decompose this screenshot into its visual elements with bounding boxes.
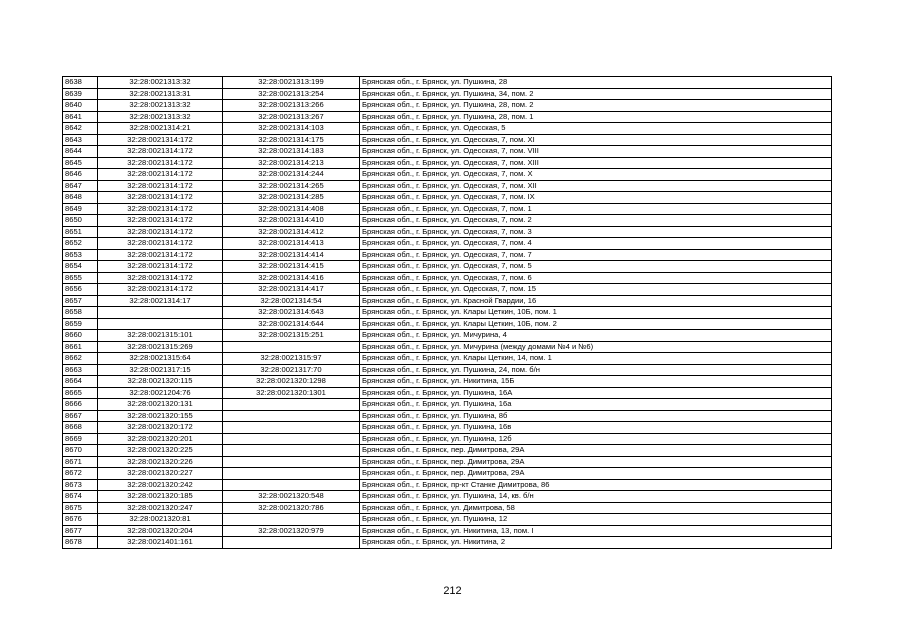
object-number-cell: 32:28:0021314:285 bbox=[223, 192, 360, 204]
address-cell: Брянская обл., г. Брянск, ул. Пушкина, 14, кв. б/н bbox=[360, 491, 832, 503]
table-row bbox=[63, 284, 832, 296]
row-number-cell: 8642 bbox=[63, 123, 98, 135]
address-cell: Брянская обл., г. Брянск, ул. Одесская, 7, пом. 1 bbox=[360, 203, 832, 215]
address-cell: Брянская обл., г. Брянск, ул. Одесская, 7, пом. XII bbox=[360, 180, 832, 192]
table-row bbox=[63, 88, 832, 100]
quarter-number-cell: 32:28:0021315:101 bbox=[98, 330, 223, 342]
table-row bbox=[63, 169, 832, 181]
row-number-cell: 8647 bbox=[63, 180, 98, 192]
object-number-cell: 32:28:0021315:97 bbox=[223, 353, 360, 365]
row-number-cell: 8657 bbox=[63, 295, 98, 307]
table-row bbox=[63, 307, 832, 319]
table-row bbox=[63, 491, 832, 503]
address-cell: Брянская обл., г. Брянск, ул. Пушкина, 28, пом. 2 bbox=[360, 100, 832, 112]
table-row bbox=[63, 318, 832, 330]
address-cell: Брянская обл., г. Брянск, ул. Красной Гвардии, 16 bbox=[360, 295, 832, 307]
table-row bbox=[63, 261, 832, 273]
object-number-cell: 32:28:0021314:175 bbox=[223, 134, 360, 146]
table-row bbox=[63, 249, 832, 261]
object-number-cell: 32:28:0021314:412 bbox=[223, 226, 360, 238]
address-cell: Брянская обл., г. Брянск, ул. Пушкина, 8б bbox=[360, 410, 832, 422]
address-cell: Брянская обл., г. Брянск, ул. Одесская, 7, пом. 5 bbox=[360, 261, 832, 273]
object-number-cell bbox=[223, 537, 360, 549]
table-row bbox=[63, 215, 832, 227]
quarter-number-cell: 32:28:0021320:227 bbox=[98, 468, 223, 480]
row-number-cell: 8643 bbox=[63, 134, 98, 146]
row-number-cell: 8640 bbox=[63, 100, 98, 112]
address-cell: Брянская обл., г. Брянск, ул. Пушкина, 28, пом. 1 bbox=[360, 111, 832, 123]
table-row bbox=[63, 353, 832, 365]
address-cell: Брянская обл., г. Брянск, ул. Пушкина, 12б bbox=[360, 433, 832, 445]
row-number-cell: 8662 bbox=[63, 353, 98, 365]
quarter-number-cell: 32:28:0021315:64 bbox=[98, 353, 223, 365]
address-cell: Брянская обл., г. Брянск, ул. Клары Цеткин, 10Б, пом. 2 bbox=[360, 318, 832, 330]
row-number-cell: 8644 bbox=[63, 146, 98, 158]
quarter-number-cell: 32:28:0021314:172 bbox=[98, 261, 223, 273]
row-number-cell: 8669 bbox=[63, 433, 98, 445]
address-cell: Брянская обл., г. Брянск, ул. Клары Цеткин, 14, пом. 1 bbox=[360, 353, 832, 365]
address-cell: Брянская обл., г. Брянск, ул. Одесская, 7, пом. 3 bbox=[360, 226, 832, 238]
quarter-number-cell: 32:28:0021314:172 bbox=[98, 169, 223, 181]
table-row bbox=[63, 134, 832, 146]
row-number-cell: 8638 bbox=[63, 77, 98, 89]
address-cell: Брянская обл., г. Брянск, ул. Одесская, 7, пом. 7 bbox=[360, 249, 832, 261]
address-cell: Брянская обл., г. Брянск, ул. Одесская, 7, пом. XIII bbox=[360, 157, 832, 169]
row-number-cell: 8651 bbox=[63, 226, 98, 238]
quarter-number-cell: 32:28:0021314:172 bbox=[98, 238, 223, 250]
table-body bbox=[63, 77, 832, 549]
object-number-cell: 32:28:0021317:70 bbox=[223, 364, 360, 376]
quarter-number-cell: 32:28:0021314:172 bbox=[98, 192, 223, 204]
address-cell: Брянская обл., г. Брянск, ул. Пушкина, 12 bbox=[360, 514, 832, 526]
address-cell: Брянская обл., г. Брянск, ул. Никитина, 15Б bbox=[360, 376, 832, 388]
row-number-cell: 8656 bbox=[63, 284, 98, 296]
quarter-number-cell: 32:28:0021314:172 bbox=[98, 157, 223, 169]
quarter-number-cell: 32:28:0021314:172 bbox=[98, 284, 223, 296]
table-row bbox=[63, 146, 832, 158]
address-cell: Брянская обл., г. Брянск, ул. Пушкина, 16а bbox=[360, 399, 832, 411]
row-number-cell: 8639 bbox=[63, 88, 98, 100]
quarter-number-cell: 32:28:0021317:15 bbox=[98, 364, 223, 376]
address-cell: Брянская обл., г. Брянск, ул. Пушкина, 28 bbox=[360, 77, 832, 89]
table-row bbox=[63, 387, 832, 399]
table-row bbox=[63, 203, 832, 215]
object-number-cell: 32:28:0021314:414 bbox=[223, 249, 360, 261]
quarter-number-cell: 32:28:0021320:172 bbox=[98, 422, 223, 434]
quarter-number-cell: 32:28:0021315:269 bbox=[98, 341, 223, 353]
table-row bbox=[63, 399, 832, 411]
address-cell: Брянская обл., г. Брянск, ул. Одесская, 7, пом. IX bbox=[360, 192, 832, 204]
quarter-number-cell: 32:28:0021314:172 bbox=[98, 215, 223, 227]
address-cell: Брянская обл., г. Брянск, ул. Димитрова, 58 bbox=[360, 502, 832, 514]
quarter-number-cell: 32:28:0021320:226 bbox=[98, 456, 223, 468]
quarter-number-cell: 32:28:0021314:172 bbox=[98, 134, 223, 146]
object-number-cell: 32:28:0021314:54 bbox=[223, 295, 360, 307]
object-number-cell: 32:28:0021313:267 bbox=[223, 111, 360, 123]
table-row bbox=[63, 272, 832, 284]
quarter-number-cell: 32:28:0021314:172 bbox=[98, 180, 223, 192]
address-cell: Брянская обл., г. Брянск, ул. Никитина, 2 bbox=[360, 537, 832, 549]
object-number-cell: 32:28:0021314:644 bbox=[223, 318, 360, 330]
quarter-number-cell: 32:28:0021320:242 bbox=[98, 479, 223, 491]
object-number-cell: 32:28:0021320:979 bbox=[223, 525, 360, 537]
row-number-cell: 8677 bbox=[63, 525, 98, 537]
quarter-number-cell: 32:28:0021320:81 bbox=[98, 514, 223, 526]
table-row bbox=[63, 111, 832, 123]
object-number-cell: 32:28:0021314:417 bbox=[223, 284, 360, 296]
quarter-number-cell: 32:28:0021314:172 bbox=[98, 226, 223, 238]
table-row bbox=[63, 100, 832, 112]
row-number-cell: 8655 bbox=[63, 272, 98, 284]
object-number-cell: 32:28:0021314:413 bbox=[223, 238, 360, 250]
object-number-cell: 32:28:0021314:183 bbox=[223, 146, 360, 158]
address-cell: Брянская обл., г. Брянск, ул. Пушкина, 24, пом. б/н bbox=[360, 364, 832, 376]
row-number-cell: 8654 bbox=[63, 261, 98, 273]
table-row bbox=[63, 456, 832, 468]
row-number-cell: 8645 bbox=[63, 157, 98, 169]
table-row bbox=[63, 341, 832, 353]
quarter-number-cell: 32:28:0021314:17 bbox=[98, 295, 223, 307]
address-cell: Брянская обл., г. Брянск, ул. Одесская, 7, пом. XI bbox=[360, 134, 832, 146]
object-number-cell bbox=[223, 399, 360, 411]
object-number-cell: 32:28:0021314:408 bbox=[223, 203, 360, 215]
table-row bbox=[63, 410, 832, 422]
quarter-number-cell: 32:28:0021314:172 bbox=[98, 203, 223, 215]
address-cell: Брянская обл., г. Брянск, ул. Пушкина, 34, пом. 2 bbox=[360, 88, 832, 100]
table-row bbox=[63, 123, 832, 135]
address-cell: Брянская обл., г. Брянск, ул. Одесская, 7, пом. 6 bbox=[360, 272, 832, 284]
address-cell: Брянская обл., г. Брянск, ул. Одесская, 7, пом. VIII bbox=[360, 146, 832, 158]
table-row bbox=[63, 422, 832, 434]
page-number: 212 bbox=[443, 585, 462, 597]
quarter-number-cell: 32:28:0021314:21 bbox=[98, 123, 223, 135]
row-number-cell: 8658 bbox=[63, 307, 98, 319]
object-number-cell bbox=[223, 410, 360, 422]
row-number-cell: 8667 bbox=[63, 410, 98, 422]
address-cell: Брянская обл., г. Брянск, ул. Одесская, 7, пом. X bbox=[360, 169, 832, 181]
row-number-cell: 8661 bbox=[63, 341, 98, 353]
quarter-number-cell: 32:28:0021313:31 bbox=[98, 88, 223, 100]
object-number-cell: 32:28:0021315:251 bbox=[223, 330, 360, 342]
quarter-number-cell: 32:28:0021313:32 bbox=[98, 77, 223, 89]
quarter-number-cell: 32:28:0021313:32 bbox=[98, 111, 223, 123]
address-cell: Брянская обл., г. Брянск, ул. Мичурина (между домами №4 и №6) bbox=[360, 341, 832, 353]
object-number-cell: 32:28:0021314:213 bbox=[223, 157, 360, 169]
row-number-cell: 8670 bbox=[63, 445, 98, 457]
quarter-number-cell: 32:28:0021313:32 bbox=[98, 100, 223, 112]
row-number-cell: 8674 bbox=[63, 491, 98, 503]
table-row bbox=[63, 514, 832, 526]
address-cell: Брянская обл., г. Брянск, ул. Одесская, 7, пом. 2 bbox=[360, 215, 832, 227]
table-row bbox=[63, 445, 832, 457]
table-row bbox=[63, 226, 832, 238]
object-number-cell bbox=[223, 341, 360, 353]
table-row bbox=[63, 180, 832, 192]
table-row bbox=[63, 502, 832, 514]
quarter-number-cell: 32:28:0021320:247 bbox=[98, 502, 223, 514]
table-row bbox=[63, 77, 832, 89]
row-number-cell: 8672 bbox=[63, 468, 98, 480]
table-row bbox=[63, 295, 832, 307]
row-number-cell: 8648 bbox=[63, 192, 98, 204]
row-number-cell: 8671 bbox=[63, 456, 98, 468]
row-number-cell: 8641 bbox=[63, 111, 98, 123]
row-number-cell: 8675 bbox=[63, 502, 98, 514]
object-number-cell: 32:28:0021320:1301 bbox=[223, 387, 360, 399]
table-row bbox=[63, 238, 832, 250]
table-row bbox=[63, 192, 832, 204]
row-number-cell: 8668 bbox=[63, 422, 98, 434]
quarter-number-cell: 32:28:0021320:225 bbox=[98, 445, 223, 457]
quarter-number-cell bbox=[98, 318, 223, 330]
object-number-cell bbox=[223, 479, 360, 491]
table-row bbox=[63, 468, 832, 480]
object-number-cell: 32:28:0021314:265 bbox=[223, 180, 360, 192]
object-number-cell: 32:28:0021313:254 bbox=[223, 88, 360, 100]
address-cell: Брянская обл., г. Брянск, пр-кт Станке Димитрова, 86 bbox=[360, 479, 832, 491]
object-number-cell: 32:28:0021314:410 bbox=[223, 215, 360, 227]
quarter-number-cell bbox=[98, 307, 223, 319]
table-row bbox=[63, 157, 832, 169]
quarter-number-cell: 32:28:0021320:185 bbox=[98, 491, 223, 503]
quarter-number-cell: 32:28:0021314:172 bbox=[98, 146, 223, 158]
table-row bbox=[63, 364, 832, 376]
object-number-cell: 32:28:0021314:103 bbox=[223, 123, 360, 135]
object-number-cell: 32:28:0021314:415 bbox=[223, 261, 360, 273]
object-number-cell: 32:28:0021320:786 bbox=[223, 502, 360, 514]
object-number-cell bbox=[223, 468, 360, 480]
object-number-cell bbox=[223, 445, 360, 457]
address-cell: Брянская обл., г. Брянск, ул. Пушкина, 16в bbox=[360, 422, 832, 434]
object-number-cell: 32:28:0021314:244 bbox=[223, 169, 360, 181]
address-cell: Брянская обл., г. Брянск, ул. Мичурина, 4 bbox=[360, 330, 832, 342]
row-number-cell: 8664 bbox=[63, 376, 98, 388]
table-row bbox=[63, 330, 832, 342]
row-number-cell: 8646 bbox=[63, 169, 98, 181]
row-number-cell: 8678 bbox=[63, 537, 98, 549]
row-number-cell: 8660 bbox=[63, 330, 98, 342]
address-cell: Брянская обл., г. Брянск, ул. Клары Цеткин, 10Б, пом. 1 bbox=[360, 307, 832, 319]
object-number-cell: 32:28:0021313:266 bbox=[223, 100, 360, 112]
quarter-number-cell: 32:28:0021320:155 bbox=[98, 410, 223, 422]
address-cell: Брянская обл., г. Брянск, ул. Одесская, 7, пом. 15 bbox=[360, 284, 832, 296]
row-number-cell: 8663 bbox=[63, 364, 98, 376]
row-number-cell: 8676 bbox=[63, 514, 98, 526]
table-row bbox=[63, 376, 832, 388]
object-number-cell: 32:28:0021314:643 bbox=[223, 307, 360, 319]
table-row bbox=[63, 525, 832, 537]
row-number-cell: 8653 bbox=[63, 249, 98, 261]
cadastral-registry-table bbox=[62, 76, 832, 549]
address-cell: Брянская обл., г. Брянск, ул. Пушкина, 16А bbox=[360, 387, 832, 399]
quarter-number-cell: 32:28:0021204:76 bbox=[98, 387, 223, 399]
address-cell: Брянская обл., г. Брянск, ул. Одесская, 5 bbox=[360, 123, 832, 135]
row-number-cell: 8649 bbox=[63, 203, 98, 215]
row-number-cell: 8650 bbox=[63, 215, 98, 227]
object-number-cell bbox=[223, 433, 360, 445]
row-number-cell: 8665 bbox=[63, 387, 98, 399]
table-row bbox=[63, 479, 832, 491]
object-number-cell: 32:28:0021313:199 bbox=[223, 77, 360, 89]
quarter-number-cell: 32:28:0021401:161 bbox=[98, 537, 223, 549]
object-number-cell: 32:28:0021320:548 bbox=[223, 491, 360, 503]
quarter-number-cell: 32:28:0021320:201 bbox=[98, 433, 223, 445]
quarter-number-cell: 32:28:0021314:172 bbox=[98, 272, 223, 284]
quarter-number-cell: 32:28:0021320:204 bbox=[98, 525, 223, 537]
quarter-number-cell: 32:28:0021314:172 bbox=[98, 249, 223, 261]
address-cell: Брянская обл., г. Брянск, пер. Димитрова, 29А bbox=[360, 456, 832, 468]
address-cell: Брянская обл., г. Брянск, пер. Димитрова, 29А bbox=[360, 468, 832, 480]
table-row bbox=[63, 537, 832, 549]
row-number-cell: 8652 bbox=[63, 238, 98, 250]
object-number-cell bbox=[223, 456, 360, 468]
object-number-cell bbox=[223, 514, 360, 526]
row-number-cell: 8659 bbox=[63, 318, 98, 330]
quarter-number-cell: 32:28:0021320:131 bbox=[98, 399, 223, 411]
row-number-cell: 8673 bbox=[63, 479, 98, 491]
object-number-cell: 32:28:0021314:416 bbox=[223, 272, 360, 284]
quarter-number-cell: 32:28:0021320:115 bbox=[98, 376, 223, 388]
address-cell: Брянская обл., г. Брянск, ул. Никитина, 13, пом. I bbox=[360, 525, 832, 537]
address-cell: Брянская обл., г. Брянск, ул. Одесская, 7, пом. 4 bbox=[360, 238, 832, 250]
address-cell: Брянская обл., г. Брянск, пер. Димитрова, 29А bbox=[360, 445, 832, 457]
object-number-cell bbox=[223, 422, 360, 434]
table-row bbox=[63, 433, 832, 445]
row-number-cell: 8666 bbox=[63, 399, 98, 411]
object-number-cell: 32:28:0021320:1298 bbox=[223, 376, 360, 388]
